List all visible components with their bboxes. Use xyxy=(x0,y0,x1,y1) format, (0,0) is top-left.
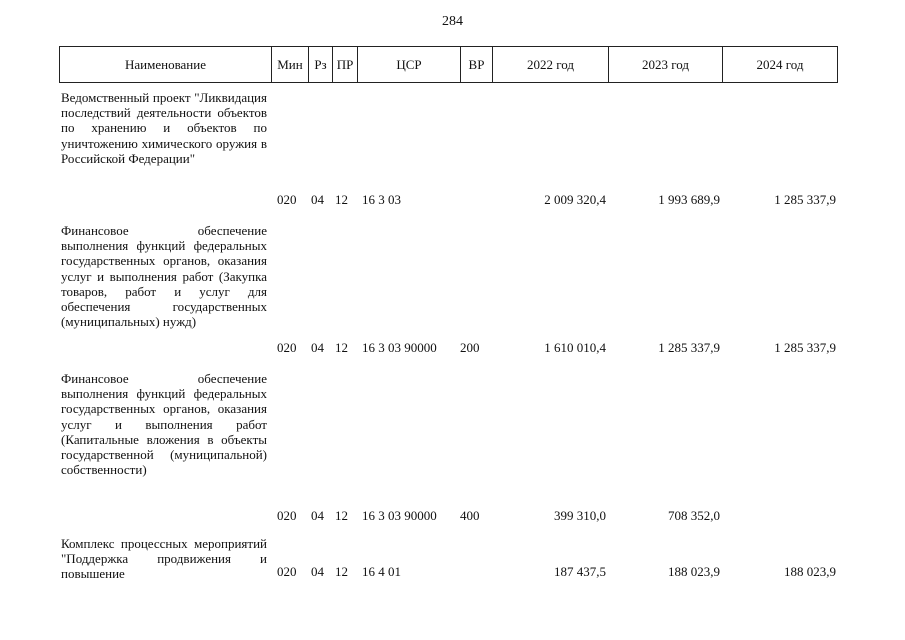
row-2023: 1 285 337,9 xyxy=(658,340,720,355)
page-number: 284 xyxy=(442,14,463,29)
row-name: Финансовое обеспечение выполнения функций федеральных государственных органов, оказания услуг и выполнения работ (Капитальные вложения в объекты государственной (муниципальной) собственности) xyxy=(61,371,267,478)
header-min: Мин xyxy=(272,47,309,82)
row-rz: 04 xyxy=(311,192,324,207)
row-pr: 12 xyxy=(335,564,348,579)
table-row xyxy=(0,536,905,596)
header-rz: Рз xyxy=(309,47,333,82)
row-2022: 399 310,0 xyxy=(554,508,606,523)
row-csr: 16 3 03 90000 xyxy=(362,340,437,355)
row-min: 020 xyxy=(277,508,297,523)
header-pr: ПР xyxy=(333,47,358,82)
header-vr: ВР xyxy=(461,47,493,82)
table-row xyxy=(0,90,905,210)
row-name: Финансовое обеспечение выполнения функций федеральных государственных органов, оказания услуг и выполнения работ (Закупка товаров, работ и услуг для обеспечения государственных (муниципальных) нужд) xyxy=(61,223,267,330)
header-2023: 2023 год xyxy=(609,47,723,82)
row-2022: 2 009 320,4 xyxy=(544,192,606,207)
row-rz: 04 xyxy=(311,508,324,523)
row-pr: 12 xyxy=(335,192,348,207)
row-csr: 16 3 03 90000 xyxy=(362,508,437,523)
header-2024: 2024 год xyxy=(756,57,804,72)
header-name: Наименование xyxy=(60,47,272,82)
row-min: 020 xyxy=(277,192,297,207)
header-csr: ЦСР xyxy=(358,47,461,82)
row-csr: 16 4 01 xyxy=(362,564,401,579)
row-rz: 04 xyxy=(311,340,324,355)
row-pr: 12 xyxy=(335,340,348,355)
row-vr: 200 xyxy=(460,340,480,355)
row-2022: 187 437,5 xyxy=(554,564,606,579)
row-name: Комплекс процессных мероприятий "Поддержка продвижения и повышение xyxy=(61,536,267,582)
row-rz: 04 xyxy=(311,564,324,579)
row-min: 020 xyxy=(277,564,297,579)
row-name: Ведомственный проект "Ликвидация последствий деятельности объектов по хранению и объектов по уничтожению химического оружия в Российской Федерации" xyxy=(61,90,267,166)
row-2023: 1 993 689,9 xyxy=(658,192,720,207)
row-csr: 16 3 03 xyxy=(362,192,401,207)
row-2023: 188 023,9 xyxy=(668,564,720,579)
row-pr: 12 xyxy=(335,508,348,523)
row-vr: 400 xyxy=(460,508,480,523)
row-min: 020 xyxy=(277,340,297,355)
row-2024: 1 285 337,9 xyxy=(774,192,836,207)
table-row xyxy=(0,371,905,523)
table-header xyxy=(59,46,838,83)
row-2024: 1 285 337,9 xyxy=(774,340,836,355)
header-2022: 2022 год xyxy=(493,47,609,82)
row-2022: 1 610 010,4 xyxy=(544,340,606,355)
row-2023: 708 352,0 xyxy=(668,508,720,523)
row-2024: 188 023,9 xyxy=(784,564,836,579)
table-row xyxy=(0,223,905,358)
